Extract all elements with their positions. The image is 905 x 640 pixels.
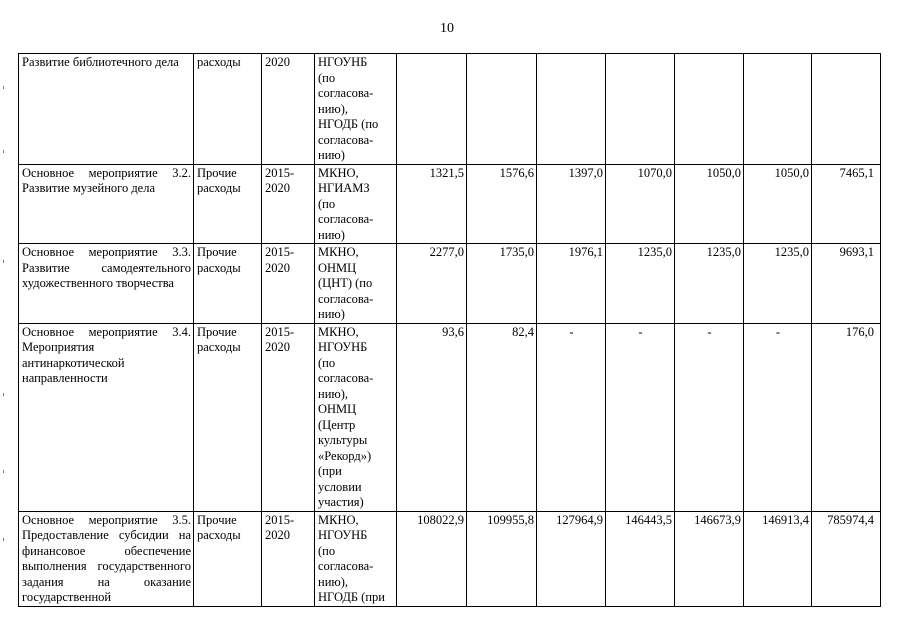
value-2020 <box>744 54 812 165</box>
value-2016: 82,4 <box>467 323 537 511</box>
value-2017: 127964,9 <box>537 511 606 606</box>
value-2016: 109955,8 <box>467 511 537 606</box>
executor <box>315 511 397 606</box>
executor-line: ОНМЦ <box>318 402 357 416</box>
years-line: 2020 <box>265 260 290 275</box>
executor <box>315 54 397 165</box>
executor-line: НГОУНБ <box>318 340 368 354</box>
total-value <box>812 54 881 165</box>
value-2020: - <box>744 323 812 511</box>
executor-line: нию), <box>318 574 349 589</box>
expense-type <box>194 164 262 244</box>
executor-line: НГОДБ (по <box>318 117 379 131</box>
executor-line: участия) <box>318 495 364 509</box>
executor-line: НГОДБ (при <box>318 590 385 604</box>
years <box>262 511 315 606</box>
value-2015: 1321,5 <box>397 164 467 244</box>
left-edge-mark <box>3 86 4 89</box>
executor-line: культуры <box>318 433 368 447</box>
value-2019: - <box>675 323 744 511</box>
years <box>262 164 315 244</box>
years-line: 2015- <box>265 245 295 259</box>
executor-line: МКНО, <box>318 512 359 527</box>
value-2016: 1576,6 <box>467 164 537 244</box>
measure-name: Развитие библиотечного дела <box>19 54 194 165</box>
left-edge-mark <box>3 260 4 263</box>
measure-name: Основное мероприятие 3.2. Развитие музейного дела <box>19 164 194 244</box>
executor <box>315 323 397 511</box>
years-line: 2015- <box>265 324 295 339</box>
expense-type-line: Прочие расходы <box>197 512 241 542</box>
value-2018: - <box>606 323 675 511</box>
executor-line: нию), <box>318 101 349 116</box>
executor-line: нию) <box>318 227 345 242</box>
total-value: 7465,1 <box>812 164 881 244</box>
expense-type <box>194 54 262 165</box>
table-row <box>19 244 881 324</box>
expense-type <box>194 323 262 511</box>
expense-type-line: Прочие расходы <box>197 245 241 275</box>
years <box>262 54 315 165</box>
executor-line: (при <box>318 464 342 478</box>
executor-line: (по <box>318 543 336 558</box>
executor-line: согласова- <box>318 86 374 100</box>
value-2019: 146673,9 <box>675 511 744 606</box>
executor <box>315 164 397 244</box>
years-line: 2015- <box>265 512 295 527</box>
value-2020: 1050,0 <box>744 164 812 244</box>
executor-line: согласова- <box>318 212 374 226</box>
years-line: 2020 <box>265 55 290 69</box>
executor-line: (по <box>318 355 336 370</box>
total-value: 785974,4 <box>812 511 881 606</box>
executor-line: МКНО, <box>318 165 359 180</box>
table-row <box>19 511 881 606</box>
executor-line: (Центр <box>318 417 356 432</box>
table-row <box>19 54 881 165</box>
value-2018: 1070,0 <box>606 164 675 244</box>
expense-type <box>194 511 262 606</box>
years <box>262 323 315 511</box>
table-row <box>19 323 881 511</box>
years-line: 2015- <box>265 165 295 180</box>
executor-line: условии <box>318 479 362 494</box>
value-2015: 93,6 <box>397 323 467 511</box>
page-number: 10 <box>440 21 454 36</box>
years-line: 2020 <box>265 181 290 195</box>
value-2017 <box>537 54 606 165</box>
executor-line: согласова- <box>318 559 374 573</box>
executor-line: согласова- <box>318 291 374 306</box>
value-2015 <box>397 54 467 165</box>
value-2015: 108022,9 <box>397 511 467 606</box>
years <box>262 244 315 324</box>
years-line: 2020 <box>265 528 290 542</box>
measure-name: Основное мероприятие 3.4. Мероприятия антинаркотической направленности <box>19 323 194 511</box>
budget-table-body <box>19 54 881 607</box>
executor-line: МКНО, <box>318 245 359 259</box>
table-row <box>19 164 881 244</box>
value-2015: 2277,0 <box>397 244 467 324</box>
value-2019: 1050,0 <box>675 164 744 244</box>
left-edge-mark <box>3 538 4 541</box>
years-line: 2020 <box>265 340 290 354</box>
value-2019 <box>675 54 744 165</box>
value-2019: 1235,0 <box>675 244 744 324</box>
value-2020: 1235,0 <box>744 244 812 324</box>
total-value: 176,0 <box>812 323 881 511</box>
budget-table <box>18 53 881 607</box>
executor-line: НГИАМЗ <box>318 181 370 195</box>
left-edge-mark <box>3 393 4 396</box>
executor-line: нию), <box>318 386 349 401</box>
value-2018: 1235,0 <box>606 244 675 324</box>
measure-name: Основное мероприятие 3.5. Предоставление субсидии на финансовое обеспечение выполнения государственного задания на оказание государственной <box>19 511 194 606</box>
executor-line: «Рекорд») <box>318 448 372 463</box>
executor-line: нию) <box>318 148 345 162</box>
executor-line: МКНО, <box>318 324 359 339</box>
executor-line: (ЦНТ) (по <box>318 276 373 290</box>
value-2016 <box>467 54 537 165</box>
value-2018: 146443,5 <box>606 511 675 606</box>
executor-line: нию) <box>318 307 345 321</box>
executor-line: согласова- <box>318 371 374 385</box>
expense-type-line: расходы <box>197 55 241 69</box>
executor-line: согласова- <box>318 132 374 147</box>
expense-type-line: Прочие расходы <box>197 324 241 354</box>
executor-line: НГОУНБ <box>318 528 368 542</box>
expense-type-line: Прочие расходы <box>197 165 241 195</box>
value-2016: 1735,0 <box>467 244 537 324</box>
expense-type <box>194 244 262 324</box>
value-2017: 1397,0 <box>537 164 606 244</box>
value-2020: 146913,4 <box>744 511 812 606</box>
left-edge-mark <box>3 470 4 473</box>
executor-line: НГОУНБ <box>318 55 368 69</box>
left-edge-mark <box>3 150 4 153</box>
executor <box>315 244 397 324</box>
executor-line: ОНМЦ <box>318 260 357 275</box>
measure-name: Основное мероприятие 3.3. Развитие самодеятельного художественного творчества <box>19 244 194 324</box>
total-value: 9693,1 <box>812 244 881 324</box>
value-2017: - <box>537 323 606 511</box>
value-2018 <box>606 54 675 165</box>
executor-line: (по <box>318 196 336 211</box>
value-2017: 1976,1 <box>537 244 606 324</box>
executor-line: (по <box>318 70 336 85</box>
